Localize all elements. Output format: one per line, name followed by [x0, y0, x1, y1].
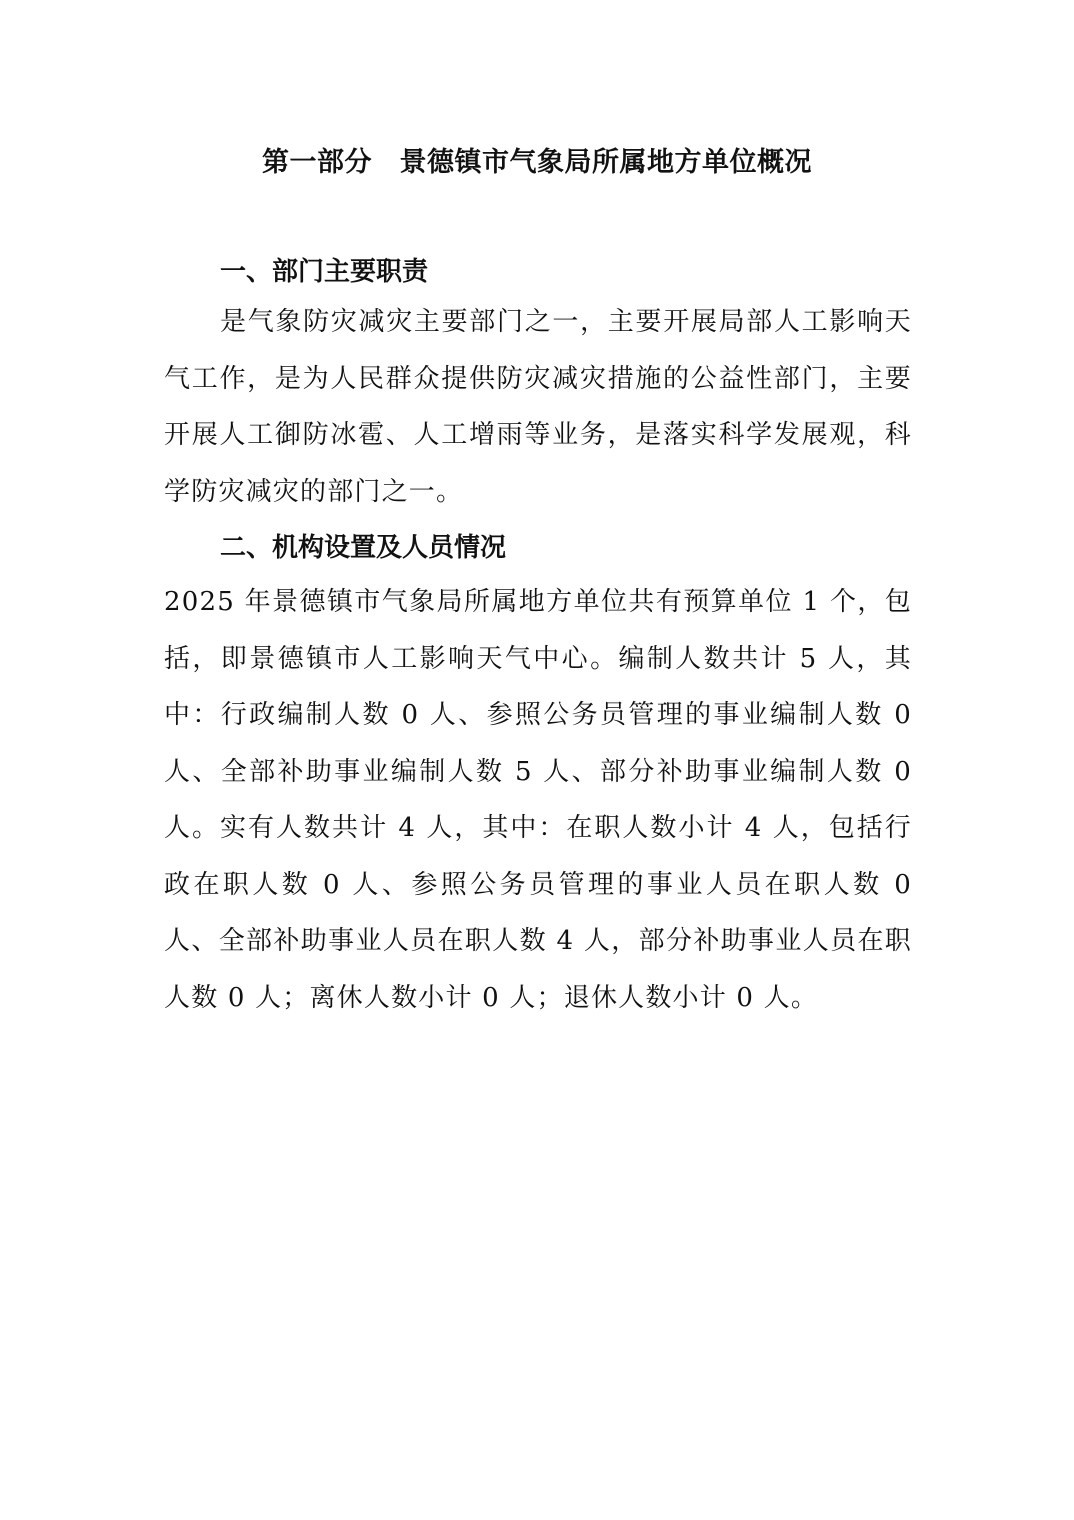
page-title: 第一部分 景德镇市气象局所属地方单位概况 — [262, 147, 812, 178]
section-heading-organization: 二、机构设置及人员情况 — [220, 533, 507, 563]
section-heading-duties: 一、部门主要职责 — [220, 257, 429, 287]
section-paragraph-organization: 2025 年景德镇市气象局所属地方单位共有预算单位 1 个，包括，即景德镇市人工影响天气中心。编制人数共计 5 人，其中：行政编制人数 0 人、参照公务员管理的事业编制人数 0 人、全部补助事业编制人数 5 人、部分补助事业编制人数 0 人。实有人数共计 4 人，其中：在职人数小计 4 人，包括行政在职人数 0 人、参照公务员管理的事业人员在职人数 0 人、全部补助事业人员在职人数 4 人，部分补助事业人员在职人数 0 人；离休人数小计 0 人；退休人数小计 0 人。 — [164, 587, 912, 1013]
section-paragraph-duties: 是气象防灾减灾主要部门之一，主要开展局部人工影响天气工作，是为人民群众提供防灾减灾措施的公益性部门，主要开展人工御防冰雹、人工增雨等业务，是落实科学发展观，科学防灾减灾的部门之一。 — [164, 307, 912, 507]
